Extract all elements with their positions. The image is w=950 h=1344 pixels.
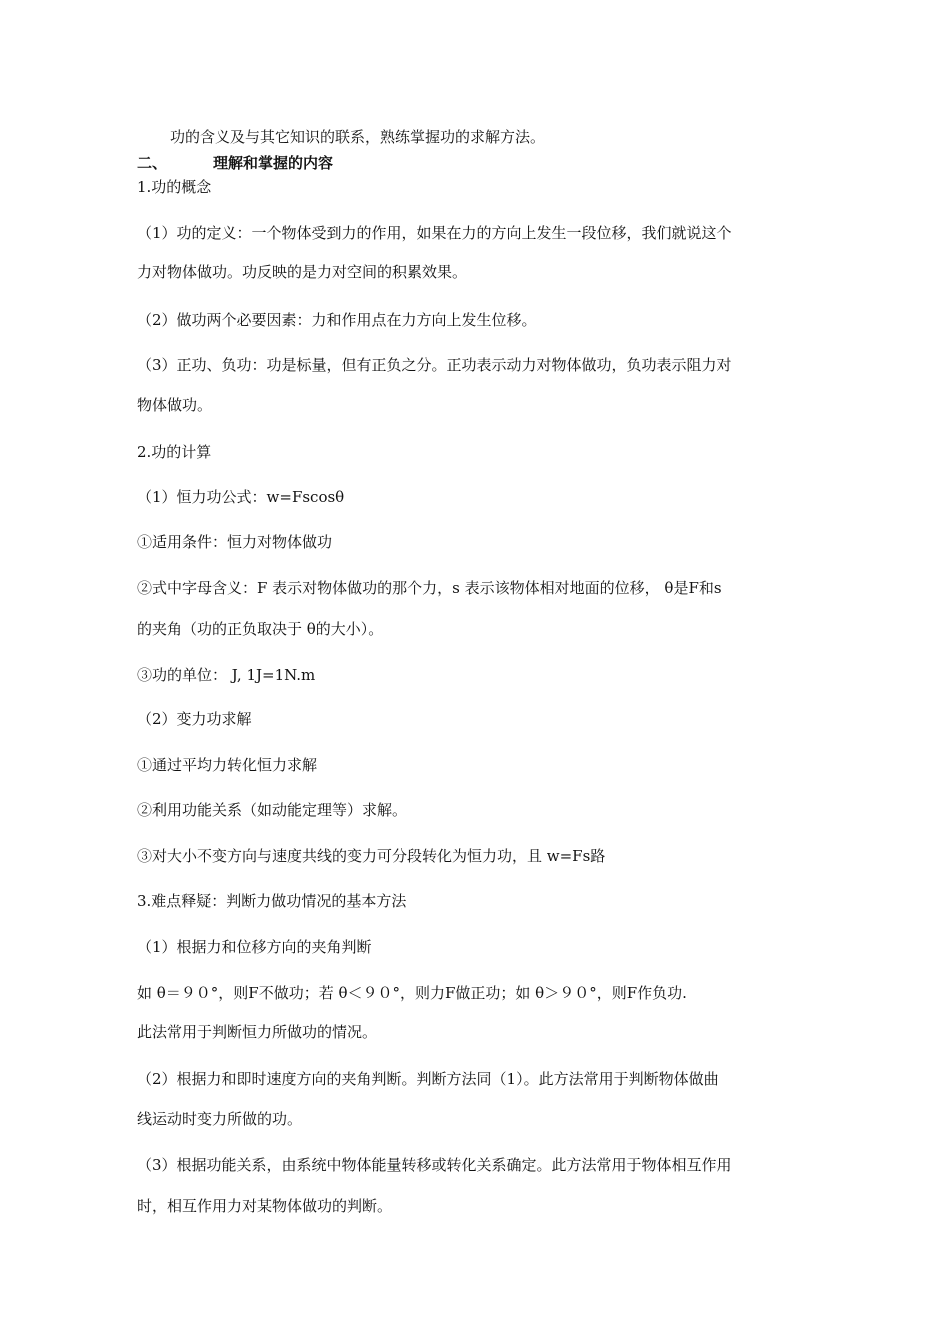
section-number: 二、 (137, 154, 168, 172)
unit-line: ③功的单位： J, 1J=1N.m (137, 666, 316, 684)
subheading: （2）变力功求解 (137, 710, 252, 728)
paragraph-line: ②式中字母含义：F 表示对物体做功的那个力，s 表示该物体相对地面的位移， θ是F和s (137, 579, 722, 597)
heading-3: 3.难点释疑：判断力做功情况的基本方法 (137, 892, 407, 910)
paragraph-line: （3）正功、负功：功是标量，但有正负之分。正功表示动力对物体做功，负功表示阻力对 (137, 356, 732, 374)
subheading: （1）根据力和位移方向的夹角判断 (137, 938, 372, 956)
paragraph-line: 物体做功。 (137, 396, 213, 414)
paragraph-line: 的夹角（功的正负取决于 θ的大小）。 (137, 620, 384, 638)
paragraph-line: 力对物体做功。功反映的是力对空间的积累效果。 (137, 263, 468, 281)
paragraph-line: 如 θ＝９０°，则F不做功；若 θ＜９０°，则力F做正功；如 θ＞９０°，则F作负功. (137, 984, 687, 1002)
paragraph-line: 时，相互作用力对某物体做功的判断。 (137, 1197, 393, 1215)
paragraph-line: 此法常用于判断恒力所做功的情况。 (137, 1023, 378, 1041)
paragraph-line: （3）根据功能关系，由系统中物体能量转移或转化关系确定。此方法常用于物体相互作用 (137, 1156, 732, 1174)
heading-1: 1.功的概念 (137, 178, 212, 196)
section-heading (137, 153, 333, 173)
paragraph-line: ③对大小不变方向与速度共线的变力可分段转化为恒力功，且 w=Fs路 (137, 847, 606, 865)
paragraph-line: （2）做功两个必要因素：力和作用点在力方向上发生位移。 (137, 311, 537, 329)
heading-2: 2.功的计算 (137, 443, 212, 461)
paragraph-line: （1）功的定义：一个物体受到力的作用，如果在力的方向上发生一段位移，我们就说这个 (137, 224, 732, 242)
paragraph-line: ①通过平均力转化恒力求解 (137, 756, 318, 774)
paragraph-line: （2）根据力和即时速度方向的夹角判断。判断方法同（1）。此方法常用于判断物体做曲 (137, 1070, 719, 1088)
paragraph-line: ②利用功能关系（如动能定理等）求解。 (137, 801, 408, 819)
section-title: 理解和掌握的内容 (213, 154, 334, 172)
paragraph-line: ①适用条件：恒力对物体做功 (137, 533, 333, 551)
intro-line: 功的含义及与其它知识的联系，熟练掌握功的求解方法。 (170, 128, 546, 146)
formula-line: （1）恒力功公式：w=Fscosθ (137, 488, 345, 506)
paragraph-line: 线运动时变力所做的功。 (137, 1110, 303, 1128)
